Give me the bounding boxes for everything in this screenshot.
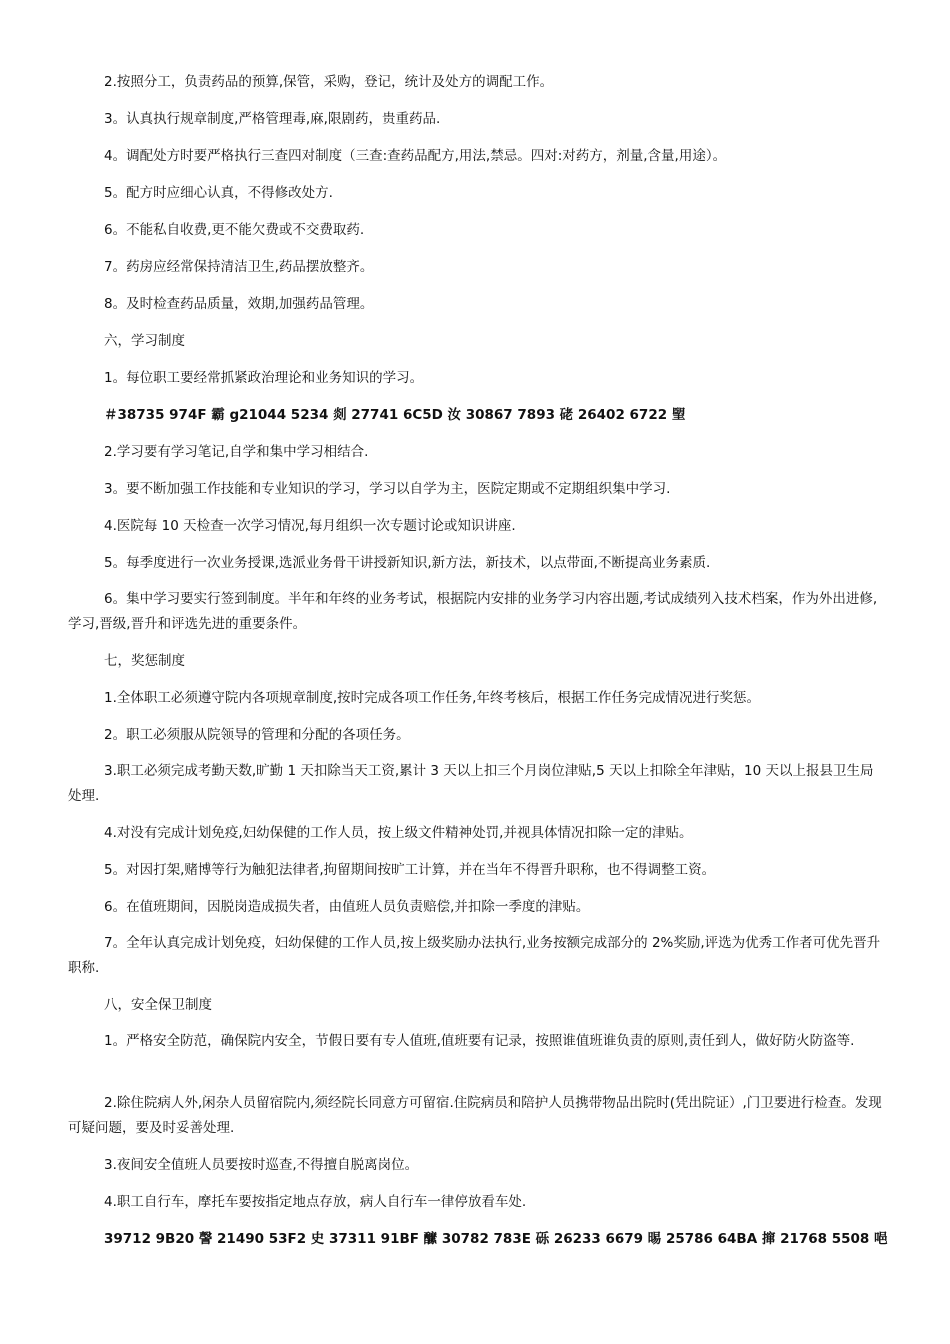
pharmacy-rule-2: 2.按照分工，负责药品的预算,保管，采购，登记，统计及处方的调配工作。 [104, 74, 554, 90]
rewards-rule-4: 4.对没有完成计划免疫,妇幼保健的工作人员，按上级文件精神处罚,并视具体情况扣除一定的津贴。 [104, 825, 693, 841]
rewards-rule-1: 1.全体职工必须遵守院内各项规章制度,按时完成各项工作任务,年终考核后，根据工作任务完成情况进行奖惩。 [104, 690, 760, 706]
pharmacy-rule-8: 8。及时检查药品质量，效期,加强药品管理。 [104, 296, 374, 312]
pharmacy-rule-3: 3。认真执行规章制度,严格管理毒,麻,限剧药，贵重药品. [104, 111, 441, 127]
pharmacy-rule-5: 5。配方时应细心认真，不得修改处方. [104, 185, 333, 201]
study-rule-4: 4.医院每 10 天检查一次学习情况,每月组织一次专题讨论或知识讲座. [104, 518, 516, 534]
pharmacy-rule-7: 7。药房应经常保持清洁卫生,药品摆放整齐。 [104, 259, 374, 275]
study-rule-3: 3。要不断加强工作技能和专业知识的学习，学习以自学为主，医院定期或不定期组织集中学习. [104, 481, 671, 497]
study-rule-1: 1。每位职工要经常抓紧政治理论和业务知识的学习。 [104, 370, 424, 386]
rewards-rule-3: 3.职工必须完成考勤天数,旷勤 1 天扣除当天工资,累计 3 天以上扣三个月岗位津贴,5 天以上扣除全年津贴，10 天以上报县卫生局处理. [68, 763, 874, 804]
section-heading-security: 八，安全保卫制度 [104, 997, 212, 1013]
study-rule-6: 6。集中学习要实行签到制度。半年和年终的业务考试，根据院内安排的业务学习内容出题,考试成绩列入技术档案，作为外出进修,学习,晋级,晋升和评选先进的重要条件。 [68, 591, 878, 632]
study-rule-5: 5。每季度进行一次业务授课,选派业务骨干讲授新知识,新方法，新技术，以点带面,不断提高业务素质. [104, 555, 711, 571]
rewards-rule-7: 7。全年认真完成计划免疫，妇幼保健的工作人员,按上级奖励办法执行,业务按额完成部分的 2%奖励,评选为优秀工作者可优先晋升职称. [68, 935, 881, 976]
section-heading-rewards: 七，奖惩制度 [104, 653, 185, 669]
code-string-line: ＃38735 974F 霸 g21044 5234 剡 27741 6C5D 汝 30867 7893 硓 26402 6722 朢 [104, 407, 686, 423]
security-rule-1: 1。严格安全防范，确保院内安全，节假日要有专人值班,值班要有记录，按照谁值班谁负责的原则,责任到人，做好防火防盗等. [104, 1033, 855, 1049]
pharmacy-rule-6: 6。不能私自收费,更不能欠费或不交费取药. [104, 222, 365, 238]
section-heading-study: 六，学习制度 [104, 333, 185, 349]
rewards-rule-5: 5。对因打架,赌博等行为触犯法律者,拘留期间按旷工计算，并在当年不得晋升职称，也不得调整工资。 [104, 862, 716, 878]
security-rule-4: 4.职工自行车，摩托车要按指定地点存放，病人自行车一律停放看车处. [104, 1194, 527, 1210]
security-rule-3: 3.夜间安全值班人员要按时巡查,不得擅自脱离岗位。 [104, 1157, 419, 1173]
study-rule-2: 2.学习要有学习笔记,自学和集中学习相结合. [104, 444, 369, 460]
pharmacy-rule-4: 4。调配处方时要严格执行三查四对制度（三查:查药品配方,用法,禁忌。四对:对药方，剂量,含量,用途）。 [104, 148, 727, 164]
rewards-rule-6: 6。在值班期间，因脱岗造成损失者，由值班人员负责赔偿,并扣除一季度的津贴。 [104, 899, 590, 915]
rewards-rule-2: 2。职工必须服从院领导的管理和分配的各项任务。 [104, 727, 410, 743]
security-rule-2: 2.除住院病人外,闲杂人员留宿院内,须经院长同意方可留宿.住院病员和陪护人员携带物品出院时(凭出院证）,门卫要进行检查。发现可疑问题，要及时妥善处理. [68, 1095, 882, 1136]
code-string-line-2: 39712 9B20 謦 21490 53F2 史 37311 91BF 醿 30782 783E 砾 26233 6679 晹 25786 64BA 撺 21768 5508 唈 [104, 1231, 888, 1247]
